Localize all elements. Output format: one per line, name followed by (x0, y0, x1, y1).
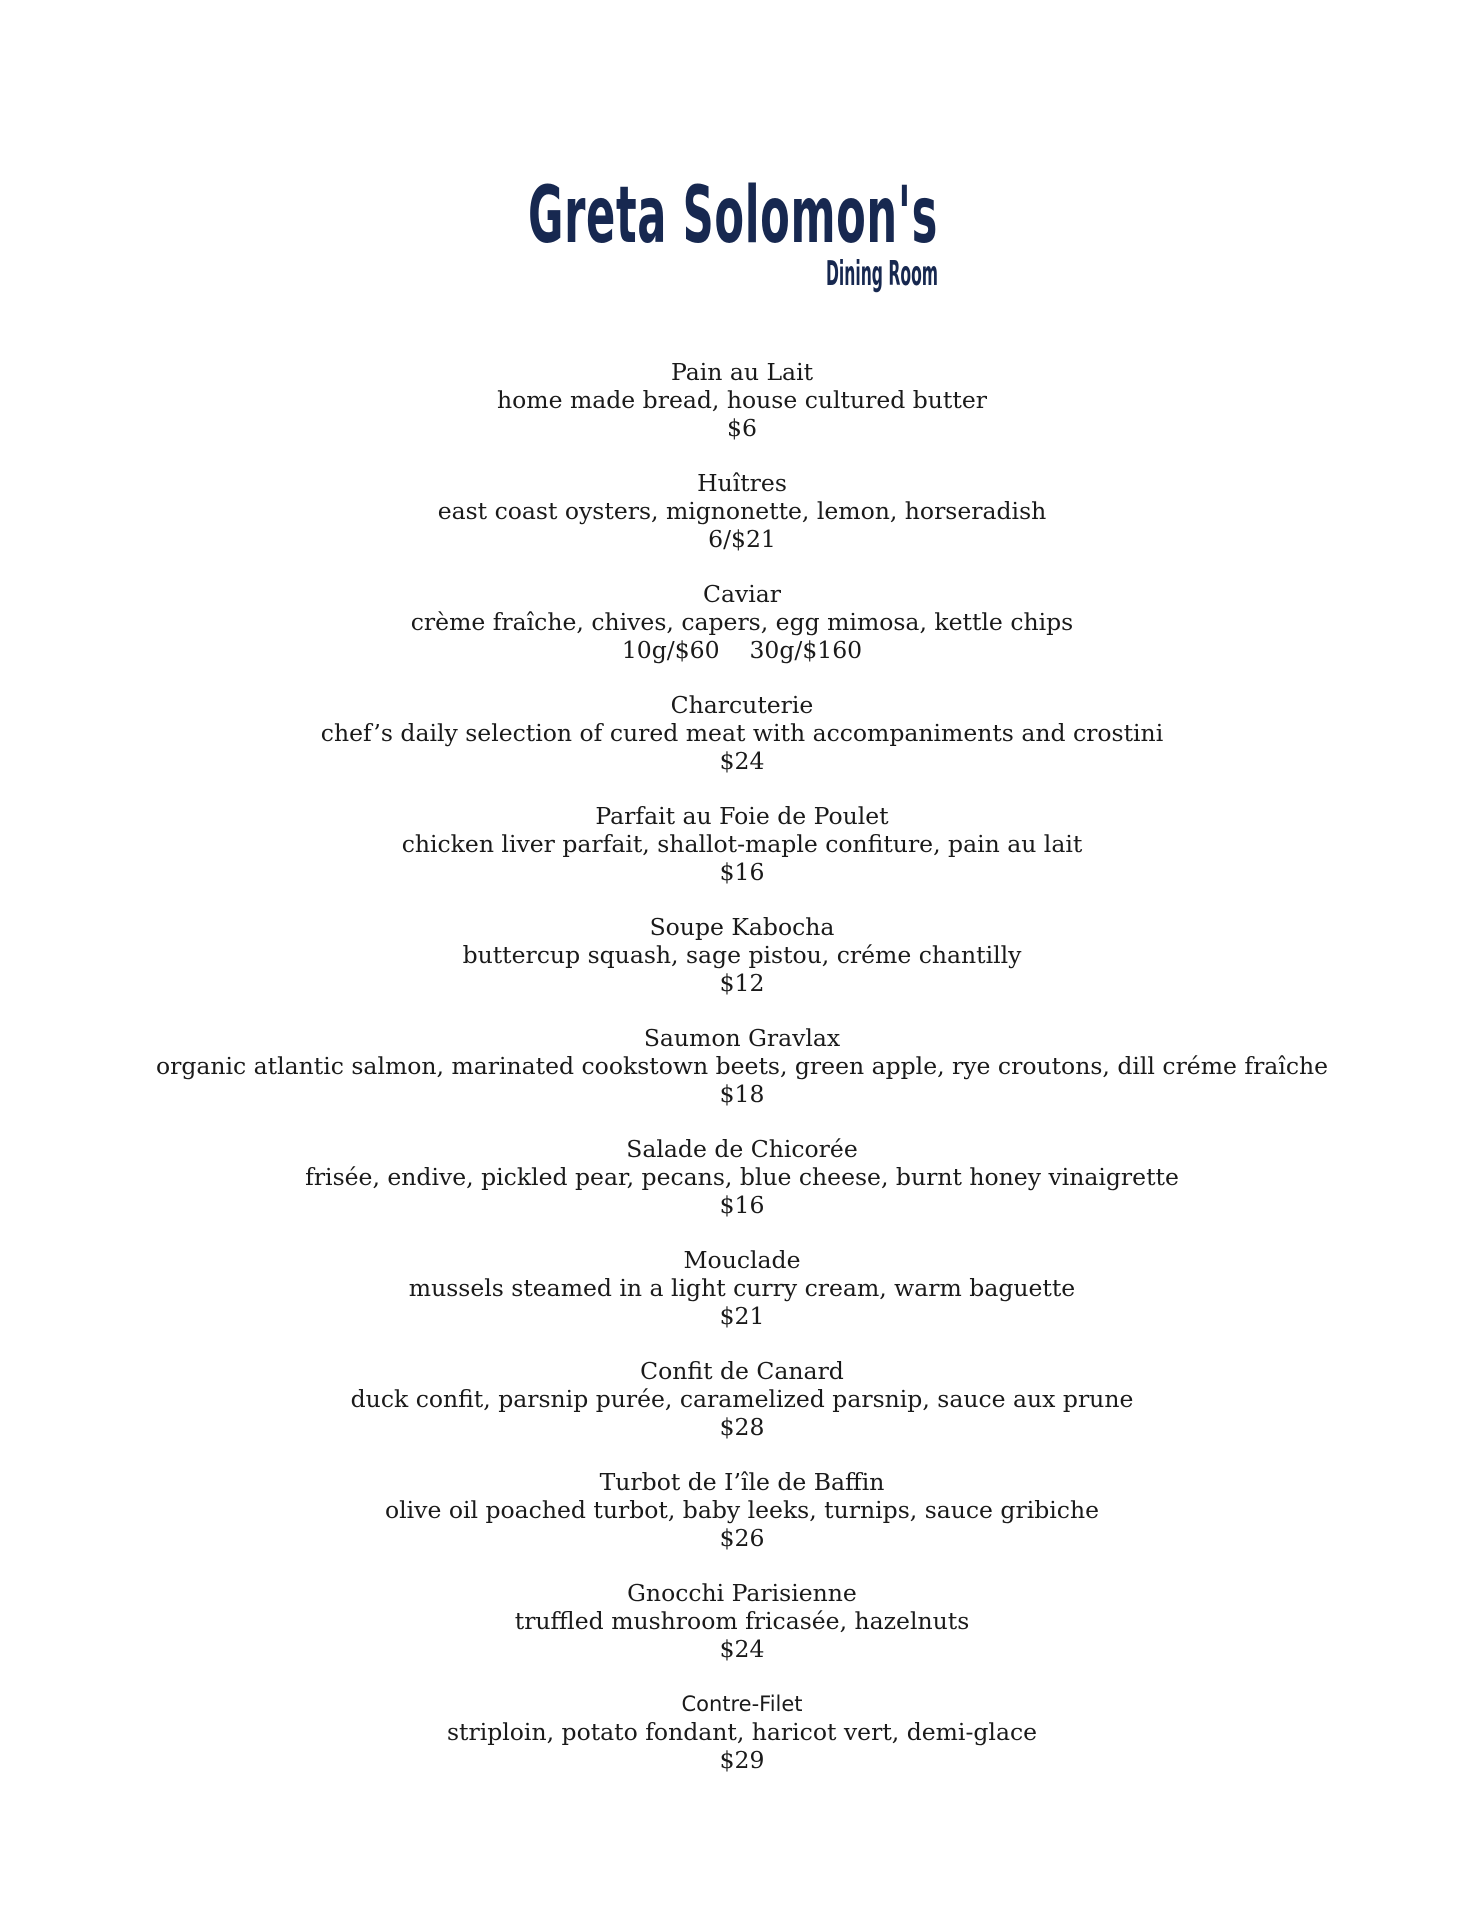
logo-graphic (528, 160, 948, 295)
item-price: $28 (719, 1413, 765, 1441)
item-price: $18 (719, 1080, 765, 1108)
item-description: chicken liver parfait, shallot-maple confiture, pain au lait (401, 830, 1083, 858)
item-price: $16 (719, 858, 765, 886)
restaurant-logo (528, 160, 948, 295)
item-price: $21 (719, 1302, 765, 1330)
item-price: $12 (719, 969, 765, 997)
menu-list (0, 358, 1484, 1801)
item-name: Parfait au Foie de Poulet (595, 802, 889, 830)
item-name: Pain au Lait (670, 358, 814, 386)
item-name: Confit de Canard (640, 1357, 844, 1385)
item-price: $29 (719, 1746, 765, 1774)
item-description: truffled mushroom fricasée, hazelnuts (514, 1607, 970, 1635)
logo-title: Greta Solomon's (528, 171, 938, 261)
item-name: Saumon Gravlax (643, 1024, 841, 1052)
item-name: Mouclade (683, 1246, 801, 1274)
item-description: mussels steamed in a light curry cream, warm baguette (408, 1274, 1076, 1302)
item-description: organic atlantic salmon, marinated cookstown beets, green apple, rye croutons, dill créme fraîche (155, 1052, 1329, 1080)
item-description: olive oil poached turbot, baby leeks, turnips, sauce gribiche (384, 1496, 1099, 1524)
menu-item (0, 580, 1484, 664)
item-price: $6 (727, 414, 757, 442)
item-description: buttercup squash, sage pistou, créme chantilly (462, 941, 1022, 969)
item-name: Soupe Kabocha (649, 913, 835, 941)
item-description: duck confit, parsnip purée, caramelized parsnip, sauce aux prune (350, 1385, 1134, 1413)
item-name: Caviar (702, 580, 782, 608)
item-description: home made bread, house cultured butter (497, 386, 987, 414)
menu-item (0, 469, 1484, 553)
item-name: Charcuterie (670, 691, 814, 719)
menu-item (0, 802, 1484, 886)
menu-item (0, 1135, 1484, 1219)
item-description: frisée, endive, pickled pear, pecans, blue cheese, burnt honey vinaigrette (305, 1163, 1179, 1191)
item-name: Salade de Chicorée (626, 1135, 858, 1163)
item-price: $16 (719, 1191, 765, 1219)
item-price: $24 (719, 747, 765, 775)
item-description: striploin, potato fondant, haricot vert, demi-glace (446, 1718, 1038, 1746)
menu-item (0, 1579, 1484, 1663)
menu-item (0, 1690, 1484, 1774)
item-name: Gnocchi Parisienne (627, 1579, 857, 1607)
item-description: east coast oysters, mignonette, lemon, horseradish (437, 497, 1047, 525)
item-price: $24 (719, 1635, 765, 1663)
menu-item (0, 1024, 1484, 1108)
item-name: Turbot de I’île de Baffin (599, 1468, 885, 1496)
menu-item (0, 358, 1484, 442)
item-description: chef’s daily selection of cured meat with accompaniments and crostini (320, 719, 1164, 747)
item-name: Huîtres (697, 469, 787, 497)
logo-subtitle: Dining Room (826, 254, 938, 294)
menu-item (0, 1468, 1484, 1552)
item-name: Contre-Filet (681, 1692, 803, 1716)
item-price: 10g/$60 30g/$160 (621, 636, 863, 664)
menu-item (0, 691, 1484, 775)
item-price: $26 (719, 1524, 765, 1552)
menu-item (0, 913, 1484, 997)
menu-item (0, 1357, 1484, 1441)
item-description: crème fraîche, chives, capers, egg mimosa, kettle chips (410, 608, 1074, 636)
item-price: 6/$21 (708, 525, 776, 553)
menu-item (0, 1246, 1484, 1330)
